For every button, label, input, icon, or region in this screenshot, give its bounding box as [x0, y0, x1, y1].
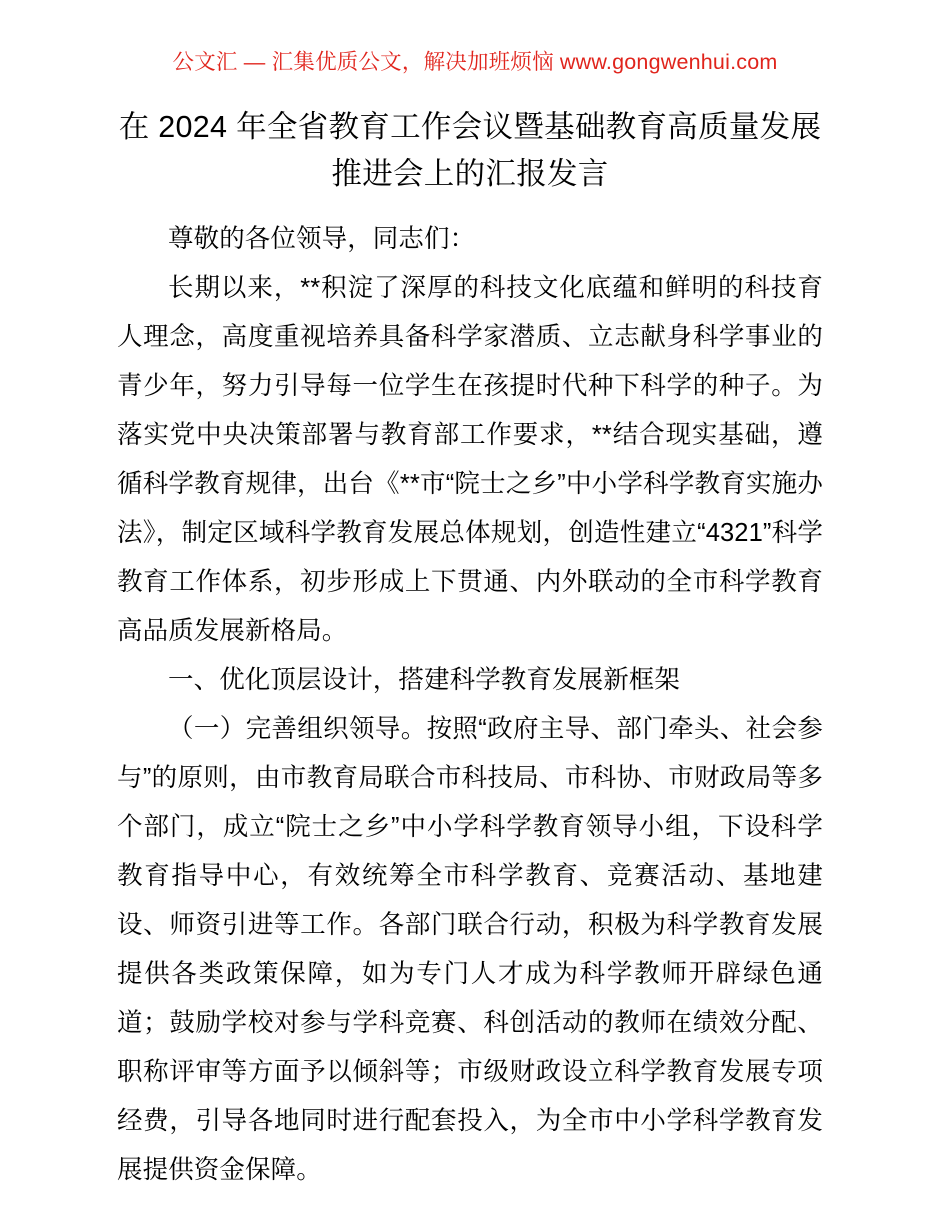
page-title: 在 2024 年全省教育工作会议暨基础教育高质量发展推进会上的汇报发言: [118, 110, 822, 191]
salutation: 尊敬的各位领导，同志们：: [168, 225, 476, 253]
watermark-text: 公文汇 — 汇集优质公文，解决加班烦恼 www.gongwenhui.com: [172, 50, 778, 74]
section-heading-1: 一、优化顶层设计，搭建科学教育发展新框架: [168, 666, 681, 694]
subsection-paragraph-1: （一）完善组织领导。按照“政府主导、部门牵头、社会参与”的原则，由市教育局联合市科技局、市科协、市财政局等多个部门，成立“院士之乡”中小学科学教育领导小组，下设科学教育指导中心，有效统筹全市科学教育、竞赛活动、基地建设、师资引进等工作。各部门联合行动，积极为科学教育发展提供各类政策保障，如为专门人才成为科学教师开辟绿色通道；鼓励学校对参与学科竞赛、科创活动的教师在绩效分配、职称评审等方面予以倾斜等；市级财政设立科学教育发展专项经费，引导各地同时进行配套投入，为全市中小学科学教育发展提供资金保障。: [117, 715, 823, 1184]
document-content: [117, 104, 823, 1195]
site-watermark-header: [0, 52, 950, 74]
body-paragraph-1: 长期以来，**积淀了深厚的科技文化底蕴和鲜明的科技育人理念，高度重视培养具备科学家潜质、立志献身科学事业的青少年，努力引导每一位学生在孩提时代种下科学的种子。为落实党中央决策部署与教育部工作要求，**结合现实基础，遵循科学教育规律，出台《**市“院士之乡”中小学科学教育实施办法》，制定区域科学教育发展总体规划，创造性建立“4321”科学教育工作体系，初步形成上下贯通、内外联动的全市科学教育高品质发展新格局。: [117, 274, 823, 645]
